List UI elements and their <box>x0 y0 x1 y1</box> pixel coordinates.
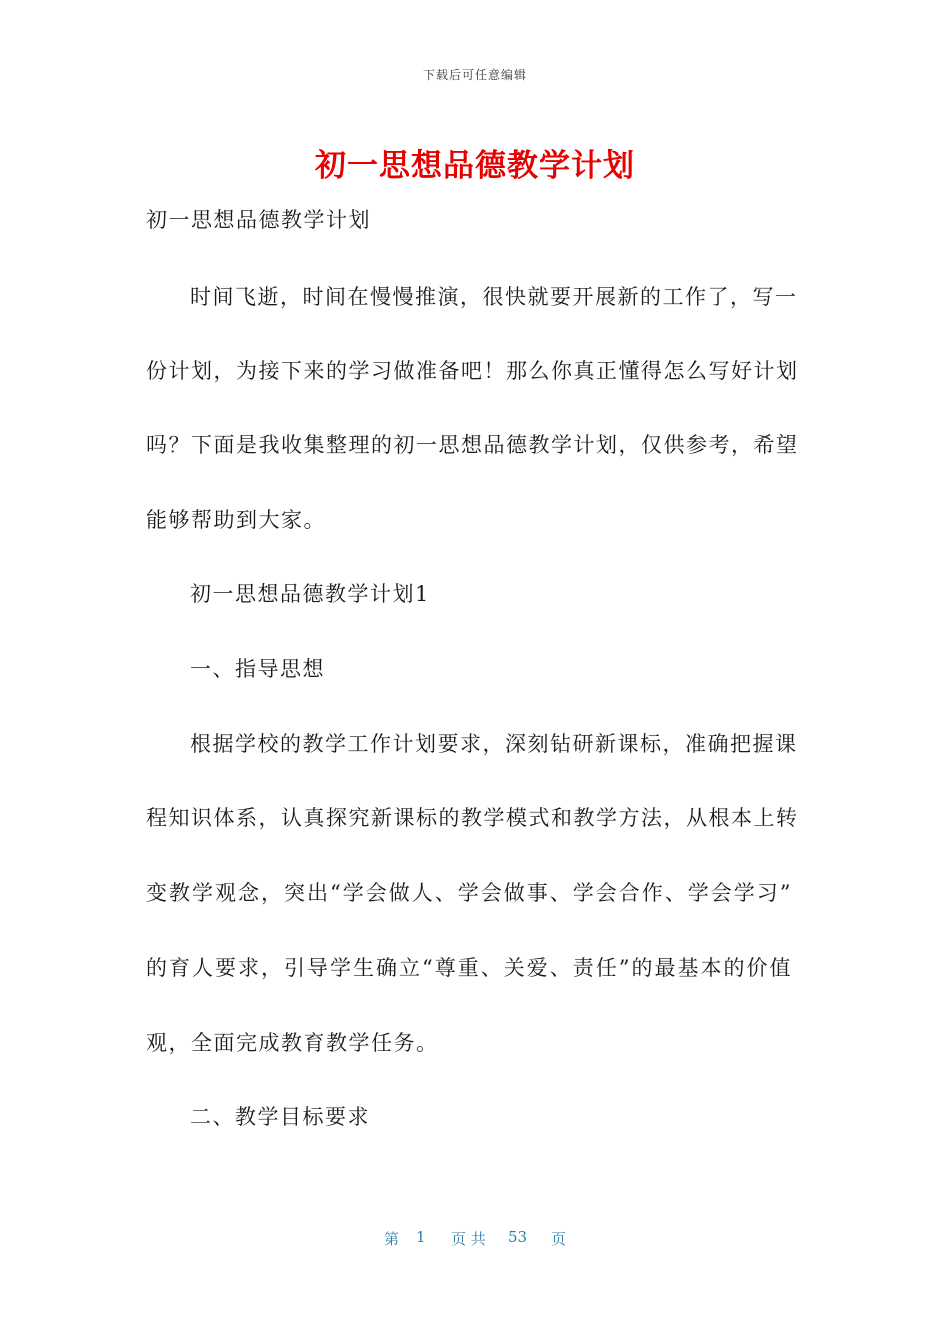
footer-ye: 页 <box>551 1230 567 1248</box>
header-note: 下载后可任意编辑 <box>422 68 527 82</box>
paragraph-line: 的育人要求，引导学生确立“尊重、关爱、责任”的最基本的价值 <box>146 956 792 980</box>
paragraph-line: 观，全面完成教育教学任务。 <box>146 1031 439 1055</box>
subtitle-line: 初一思想品德教学计划 <box>146 208 371 232</box>
section-heading: 一、指导思想 <box>190 657 325 681</box>
paragraph-line: 根据学校的教学工作计划要求，深刻钻研新课标，准确把握课 <box>190 732 798 756</box>
document-title: 初一思想品德教学计划 <box>315 148 635 184</box>
section-heading: 初一思想品德教学计划1 <box>190 582 430 606</box>
footer-di: 第 <box>384 1230 400 1248</box>
paragraph-line: 时间飞逝，时间在慢慢推演，很快就要开展新的工作了，写一 <box>190 285 798 309</box>
footer-ye-gong: 页 共 <box>451 1230 486 1248</box>
paragraph-line: 份计划，为接下来的学习做准备吧！那么你真正懂得怎么写好计划 <box>146 359 799 383</box>
paragraph-line: 变教学观念，突出“学会做人、学会做事、学会合作、学会学习” <box>146 881 792 905</box>
paragraph-line: 吗？下面是我收集整理的初一思想品德教学计划，仅供参考，希望 <box>146 433 799 457</box>
section-heading: 二、教学目标要求 <box>190 1105 370 1129</box>
paragraph-line: 程知识体系，认真探究新课标的教学模式和教学方法，从根本上转 <box>146 806 799 830</box>
current-page-number: 1 <box>416 1228 426 1246</box>
total-page-count: 53 <box>508 1228 528 1246</box>
paragraph-line: 能够帮助到大家。 <box>146 508 326 532</box>
